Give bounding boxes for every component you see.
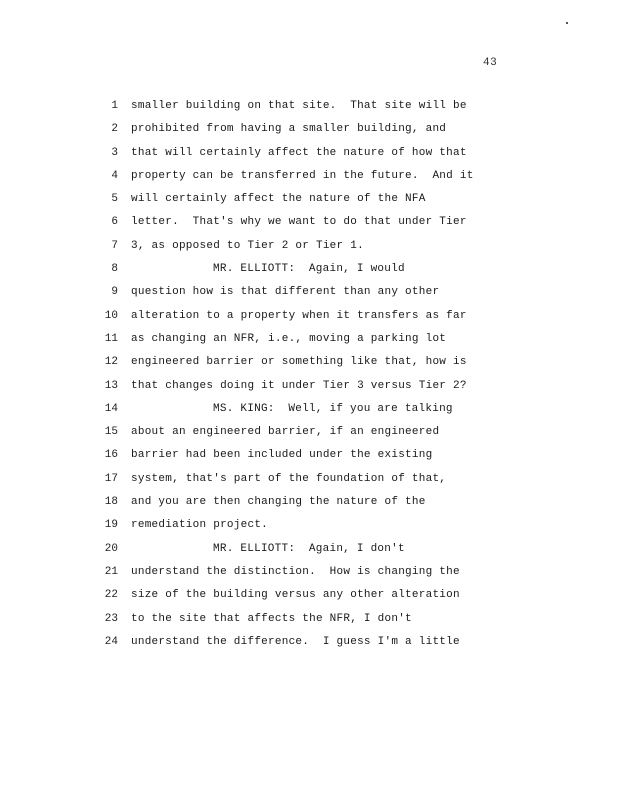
transcript-line [0, 168, 619, 191]
line-text: letter. That's why we want to do that under Tier [131, 216, 467, 229]
transcript-line [0, 331, 619, 354]
line-number: 21 [104, 565, 118, 578]
line-text: to the site that affects the NFR, I don't [131, 612, 412, 625]
line-number: 2 [111, 123, 118, 136]
transcript-line [0, 214, 619, 237]
transcript-line [0, 611, 619, 634]
line-text: MR. ELLIOTT: Again, I would [213, 263, 405, 276]
transcript-line [0, 424, 619, 447]
line-text: question how is that different than any other [131, 286, 440, 299]
line-number: 23 [104, 612, 118, 625]
line-number: 15 [104, 426, 118, 439]
line-text: MS. KING: Well, if you are talking [213, 402, 453, 415]
transcript-line [0, 354, 619, 377]
line-number: 13 [104, 379, 118, 392]
line-text: size of the building versus any other alteration [131, 589, 460, 602]
line-number: 12 [104, 356, 118, 369]
transcript-line [0, 401, 619, 424]
line-text: understand the difference. I guess I'm a little [131, 635, 460, 648]
line-number: 7 [111, 239, 118, 252]
transcript-line [0, 587, 619, 610]
line-text: will certainly affect the nature of the NFA [131, 193, 426, 206]
line-text: smaller building on that site. That site will be [131, 100, 467, 112]
line-text: that will certainly affect the nature of how that [131, 146, 467, 159]
transcript-lines [0, 98, 619, 657]
line-text: barrier had been included under the existing [131, 449, 433, 462]
transcript-line [0, 191, 619, 214]
transcript-line [0, 378, 619, 401]
line-text: as changing an NFR, i.e., moving a parking lot [131, 332, 447, 345]
line-text: alteration to a property when it transfers as far [131, 309, 467, 322]
line-text: about an engineered barrier, if an engineered [131, 426, 440, 439]
transcript-line [0, 634, 619, 657]
line-number: 24 [104, 635, 118, 648]
line-text: property can be transferred in the future. And it [131, 169, 474, 182]
transcript-line [0, 471, 619, 494]
line-number: 11 [104, 332, 118, 345]
line-text: that changes doing it under Tier 3 versus Tier 2? [131, 379, 467, 392]
line-number: 4 [111, 169, 118, 182]
line-number: 17 [104, 472, 118, 485]
line-text: understand the distinction. How is changing the [131, 565, 460, 578]
transcript-line [0, 564, 619, 587]
line-number: 14 [104, 402, 118, 415]
line-number: 5 [111, 193, 118, 206]
transcript-line [0, 517, 619, 540]
line-text: engineered barrier or something like that, how is [131, 356, 467, 369]
line-number: 6 [111, 216, 118, 229]
transcript-line [0, 121, 619, 144]
line-text: remediation project. [131, 519, 269, 532]
transcript-line [0, 145, 619, 168]
line-number: 16 [104, 449, 118, 462]
line-number: 8 [111, 263, 118, 276]
page-number: 43 [483, 57, 498, 69]
line-number: 19 [104, 519, 118, 532]
line-number: 9 [111, 286, 118, 299]
line-number: 20 [104, 542, 118, 555]
line-number: 18 [104, 496, 118, 509]
transcript-line [0, 284, 619, 307]
transcript-line [0, 447, 619, 470]
line-text: and you are then changing the nature of the [131, 496, 426, 509]
line-text: prohibited from having a smaller building, and [131, 123, 447, 136]
transcript-line [0, 308, 619, 331]
scan-speck [566, 22, 568, 24]
line-text: 3, as opposed to Tier 2 or Tier 1. [131, 239, 364, 252]
line-number: 22 [104, 589, 118, 602]
line-number: 3 [111, 146, 118, 159]
transcript-line [0, 541, 619, 564]
transcript-line [0, 238, 619, 261]
line-text: MR. ELLIOTT: Again, I don't [213, 542, 405, 555]
transcript-line [0, 98, 619, 121]
transcript-line [0, 261, 619, 284]
line-number: 1 [111, 100, 118, 112]
line-number: 10 [104, 309, 118, 322]
line-text: system, that's part of the foundation of that, [131, 472, 447, 485]
transcript-line [0, 494, 619, 517]
